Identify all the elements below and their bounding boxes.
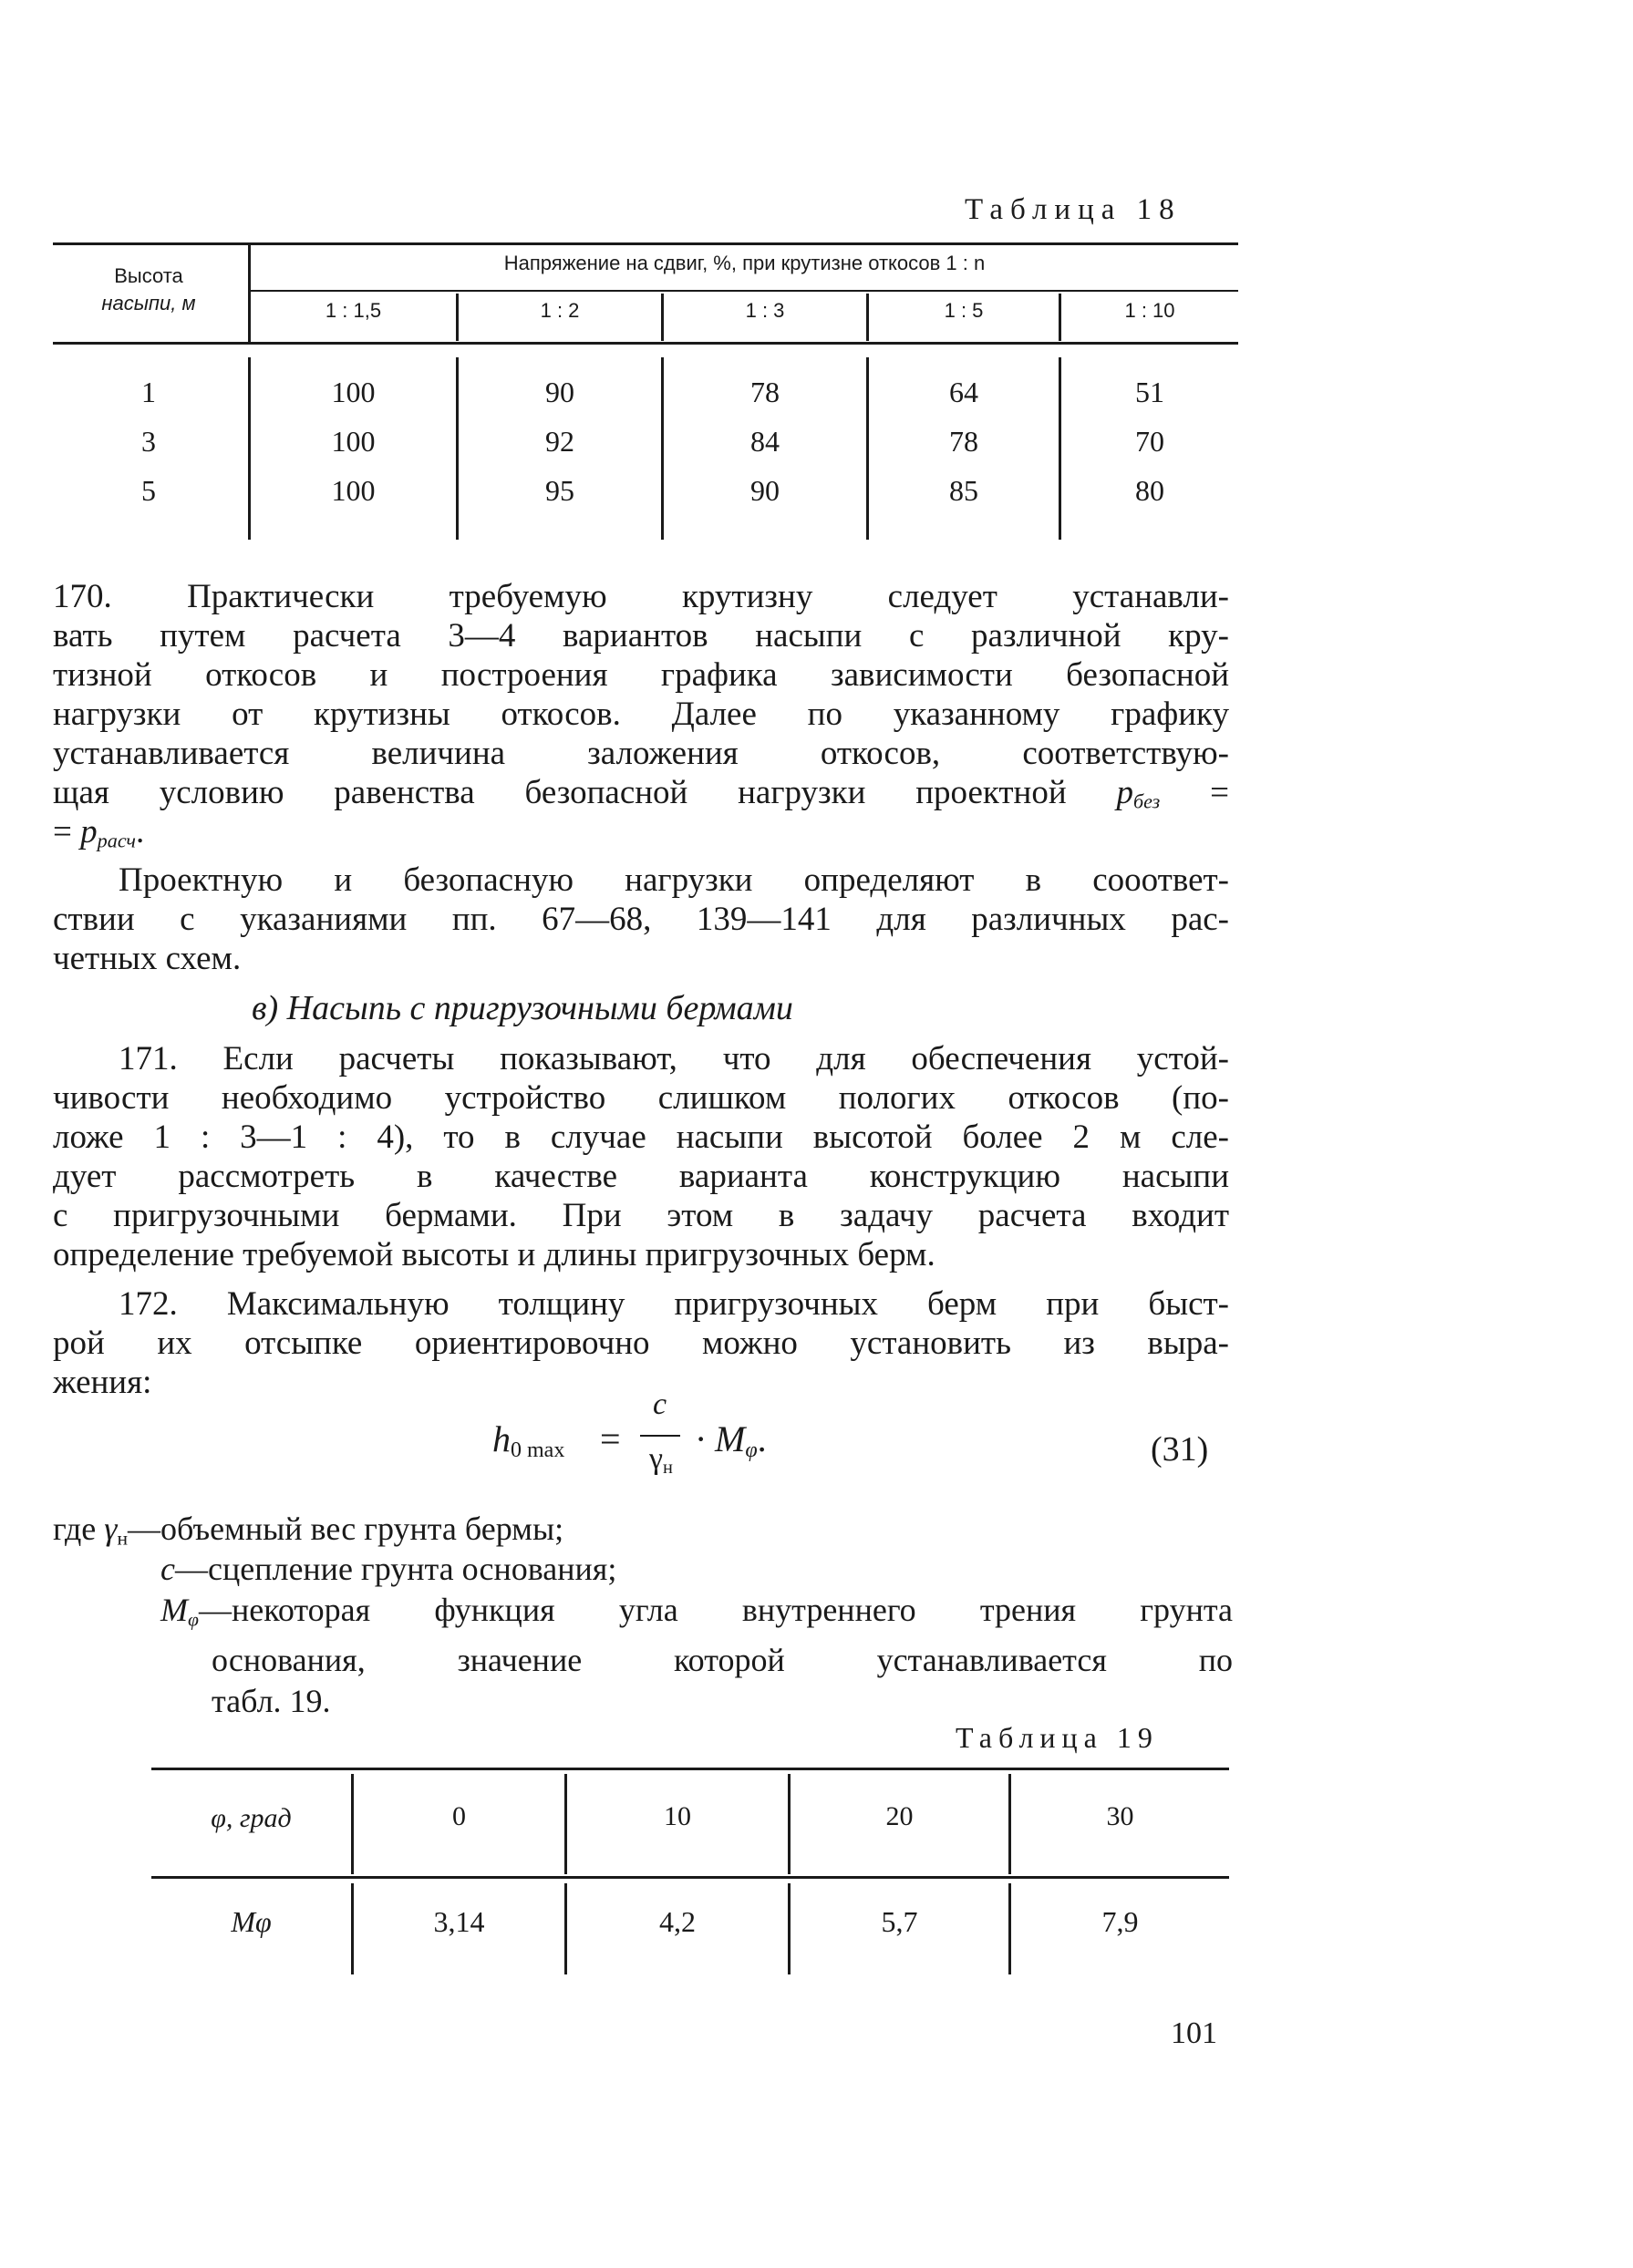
table18-cell: 90 xyxy=(545,376,574,408)
text-line: 171. Если расчеты показывают, что для обеспечения устой- xyxy=(119,1040,1229,1077)
table18-slope-header: 1 : 2 xyxy=(540,299,580,322)
paragraph-170 xyxy=(53,577,1229,821)
text-line: вать путем расчета 3—4 вариантов насыпи с различной кру- xyxy=(53,617,1229,655)
definition-text: —сцепление грунта основания; xyxy=(174,1551,617,1587)
definition-c xyxy=(160,1550,616,1588)
table19-angle: 20 xyxy=(885,1801,914,1831)
table18-header-bottom-rule xyxy=(53,342,1238,345)
formula-M: $M_\varphi$. xyxy=(715,1418,767,1462)
page-number: 101 xyxy=(1171,2016,1217,2050)
table18-mid-rule xyxy=(251,290,1238,292)
paragraph-171-last xyxy=(53,1235,1229,1274)
table19-phi-label: φ, град xyxy=(211,1803,292,1833)
c-symbol: c xyxy=(160,1551,175,1587)
table18-cell: 90 xyxy=(750,474,780,507)
text-line: четных схем. xyxy=(53,940,242,977)
text-line: Проектную и безопасную нагрузки определяют в сооответ- xyxy=(119,861,1229,899)
definition-line: табл. 19. xyxy=(212,1683,331,1720)
equals-sign: = xyxy=(1210,774,1230,811)
table18-cell: 80 xyxy=(1135,474,1164,507)
where-word: где xyxy=(53,1510,97,1547)
table18-row-height: 5 xyxy=(141,474,156,507)
table18-cell: 100 xyxy=(331,425,376,458)
paragraph-172 xyxy=(53,1284,1229,1363)
paragraph-170-last-line xyxy=(53,812,1229,861)
table19-mid-rule xyxy=(151,1876,1229,1879)
header-height-line1: Высота xyxy=(114,264,183,287)
formula-equals: = xyxy=(600,1418,621,1459)
M-symbol: $M_\varphi$ xyxy=(160,1592,199,1631)
table18-cell: 78 xyxy=(750,376,780,408)
text-line: ствии с указаниями пп. 67—68, 139—141 для различных рас- xyxy=(53,901,1229,938)
formula-fraction-bar xyxy=(640,1435,680,1437)
table19-angle: 0 xyxy=(452,1801,466,1831)
text-line: ложе 1 : 3—1 : 4), то в случае насыпи высотой более 2 м сле- xyxy=(53,1119,1229,1156)
paragraph-design-load-last xyxy=(53,939,1229,978)
table18-cell: 95 xyxy=(545,474,574,507)
table19-angle: 30 xyxy=(1106,1801,1134,1831)
text-line: 170. Практически требуемую крутизну следует устанавли- xyxy=(53,578,1229,615)
table18-cell: 84 xyxy=(750,425,780,458)
gamma-symbol: $\gamma_н$ xyxy=(104,1510,129,1550)
text-line: определение требуемой высоты и длины пригрузочных берм. xyxy=(53,1236,935,1273)
table18-slope-header: 1 : 3 xyxy=(745,299,785,322)
definition-line: основания, значение которой устанавливается по xyxy=(212,1642,1233,1679)
header-height-line2: насыпи, м xyxy=(101,292,196,314)
table18-row-height: 1 xyxy=(141,376,156,408)
text-line: тизной откосов и построения графика зависимости безопасной xyxy=(53,656,1229,694)
definition-line: $M_\varphi—некоторая$ функция угла внутреннего трения грунта xyxy=(160,1592,1233,1631)
table19-top-rule xyxy=(151,1768,1229,1770)
text-line: с пригрузочными бермами. При этом в задачу расчета входит xyxy=(53,1197,1229,1234)
table18-cell: 64 xyxy=(949,376,978,408)
definition-gamma xyxy=(53,1510,563,1550)
table18-row-height: 3 xyxy=(141,425,156,458)
formula-dot: · xyxy=(695,1418,708,1459)
table18-cell: 100 xyxy=(331,474,376,507)
table18-cell: 78 xyxy=(949,425,978,458)
text-line: нагрузки от крутизны откосов. Далее по указанному графику xyxy=(53,696,1229,733)
table18-cell: 70 xyxy=(1135,425,1164,458)
table19-M-label: Mφ xyxy=(231,1905,272,1938)
definition-M xyxy=(160,1590,1233,1722)
text-line: жения: xyxy=(53,1364,152,1401)
p-rasch-symbol: $p_{расч}$ xyxy=(80,813,136,852)
table18-cell: 51 xyxy=(1135,376,1164,408)
text-line: чивости необходимо устройство слишком пологих откосов (по- xyxy=(53,1079,1229,1117)
table18-caption: Таблица 18 xyxy=(965,193,1182,226)
table19-value: 7,9 xyxy=(1101,1905,1139,1938)
p-bez-symbol: $p_{без}$ xyxy=(1116,774,1161,813)
formula-number: (31) xyxy=(1151,1430,1209,1469)
table18-cell: 100 xyxy=(331,376,376,408)
formula-denominator: $\gamma_н$ xyxy=(649,1442,673,1479)
table19-value: 5,7 xyxy=(881,1905,918,1938)
table18-group-header: Напряжение на сдвиг, %, при крутизне откосов 1 : n xyxy=(503,252,986,274)
text-line: 172. Максимальную толщину пригрузочных берм при быст- xyxy=(119,1285,1229,1323)
paragraph-172-last xyxy=(53,1363,1229,1402)
table18-top-rule xyxy=(53,242,1238,245)
table19-value: 3,14 xyxy=(433,1905,485,1938)
table18-slope-header: 1 : 5 xyxy=(944,299,984,322)
table18-cell: 92 xyxy=(545,425,574,458)
table18-cell: 85 xyxy=(949,474,978,507)
table18-slope-header: 1 : 10 xyxy=(1124,299,1175,322)
text-line-part: щая условию равенства безопасной нагрузки проектной xyxy=(53,774,1067,811)
period: . xyxy=(135,813,145,850)
section-heading: в) Насыпь с пригрузочными бермами xyxy=(252,989,793,1027)
formula-lhs: $h_{0 max}$ xyxy=(492,1418,565,1462)
paragraph-design-load xyxy=(53,861,1229,939)
table19-value: 4,2 xyxy=(659,1905,696,1938)
paragraph-171 xyxy=(53,1039,1229,1235)
text-line: дует рассмотреть в качестве варианта конструкцию насыпи xyxy=(53,1158,1229,1195)
formula-numerator: c xyxy=(653,1387,667,1421)
table18-slope-header: 1 : 1,5 xyxy=(325,299,382,322)
table19-caption: Таблица 19 xyxy=(956,1721,1159,1754)
definition-text: —объемный вес грунта бермы; xyxy=(128,1510,564,1547)
equals-sign: = xyxy=(53,813,72,850)
text-line: рой их отсыпке ориентировочно можно установить из выра- xyxy=(53,1325,1229,1362)
text-line: устанавливается величина заложения откосов, соответствую- xyxy=(53,735,1229,772)
table18-col-height-header xyxy=(53,263,244,317)
table19-angle: 10 xyxy=(664,1801,691,1831)
